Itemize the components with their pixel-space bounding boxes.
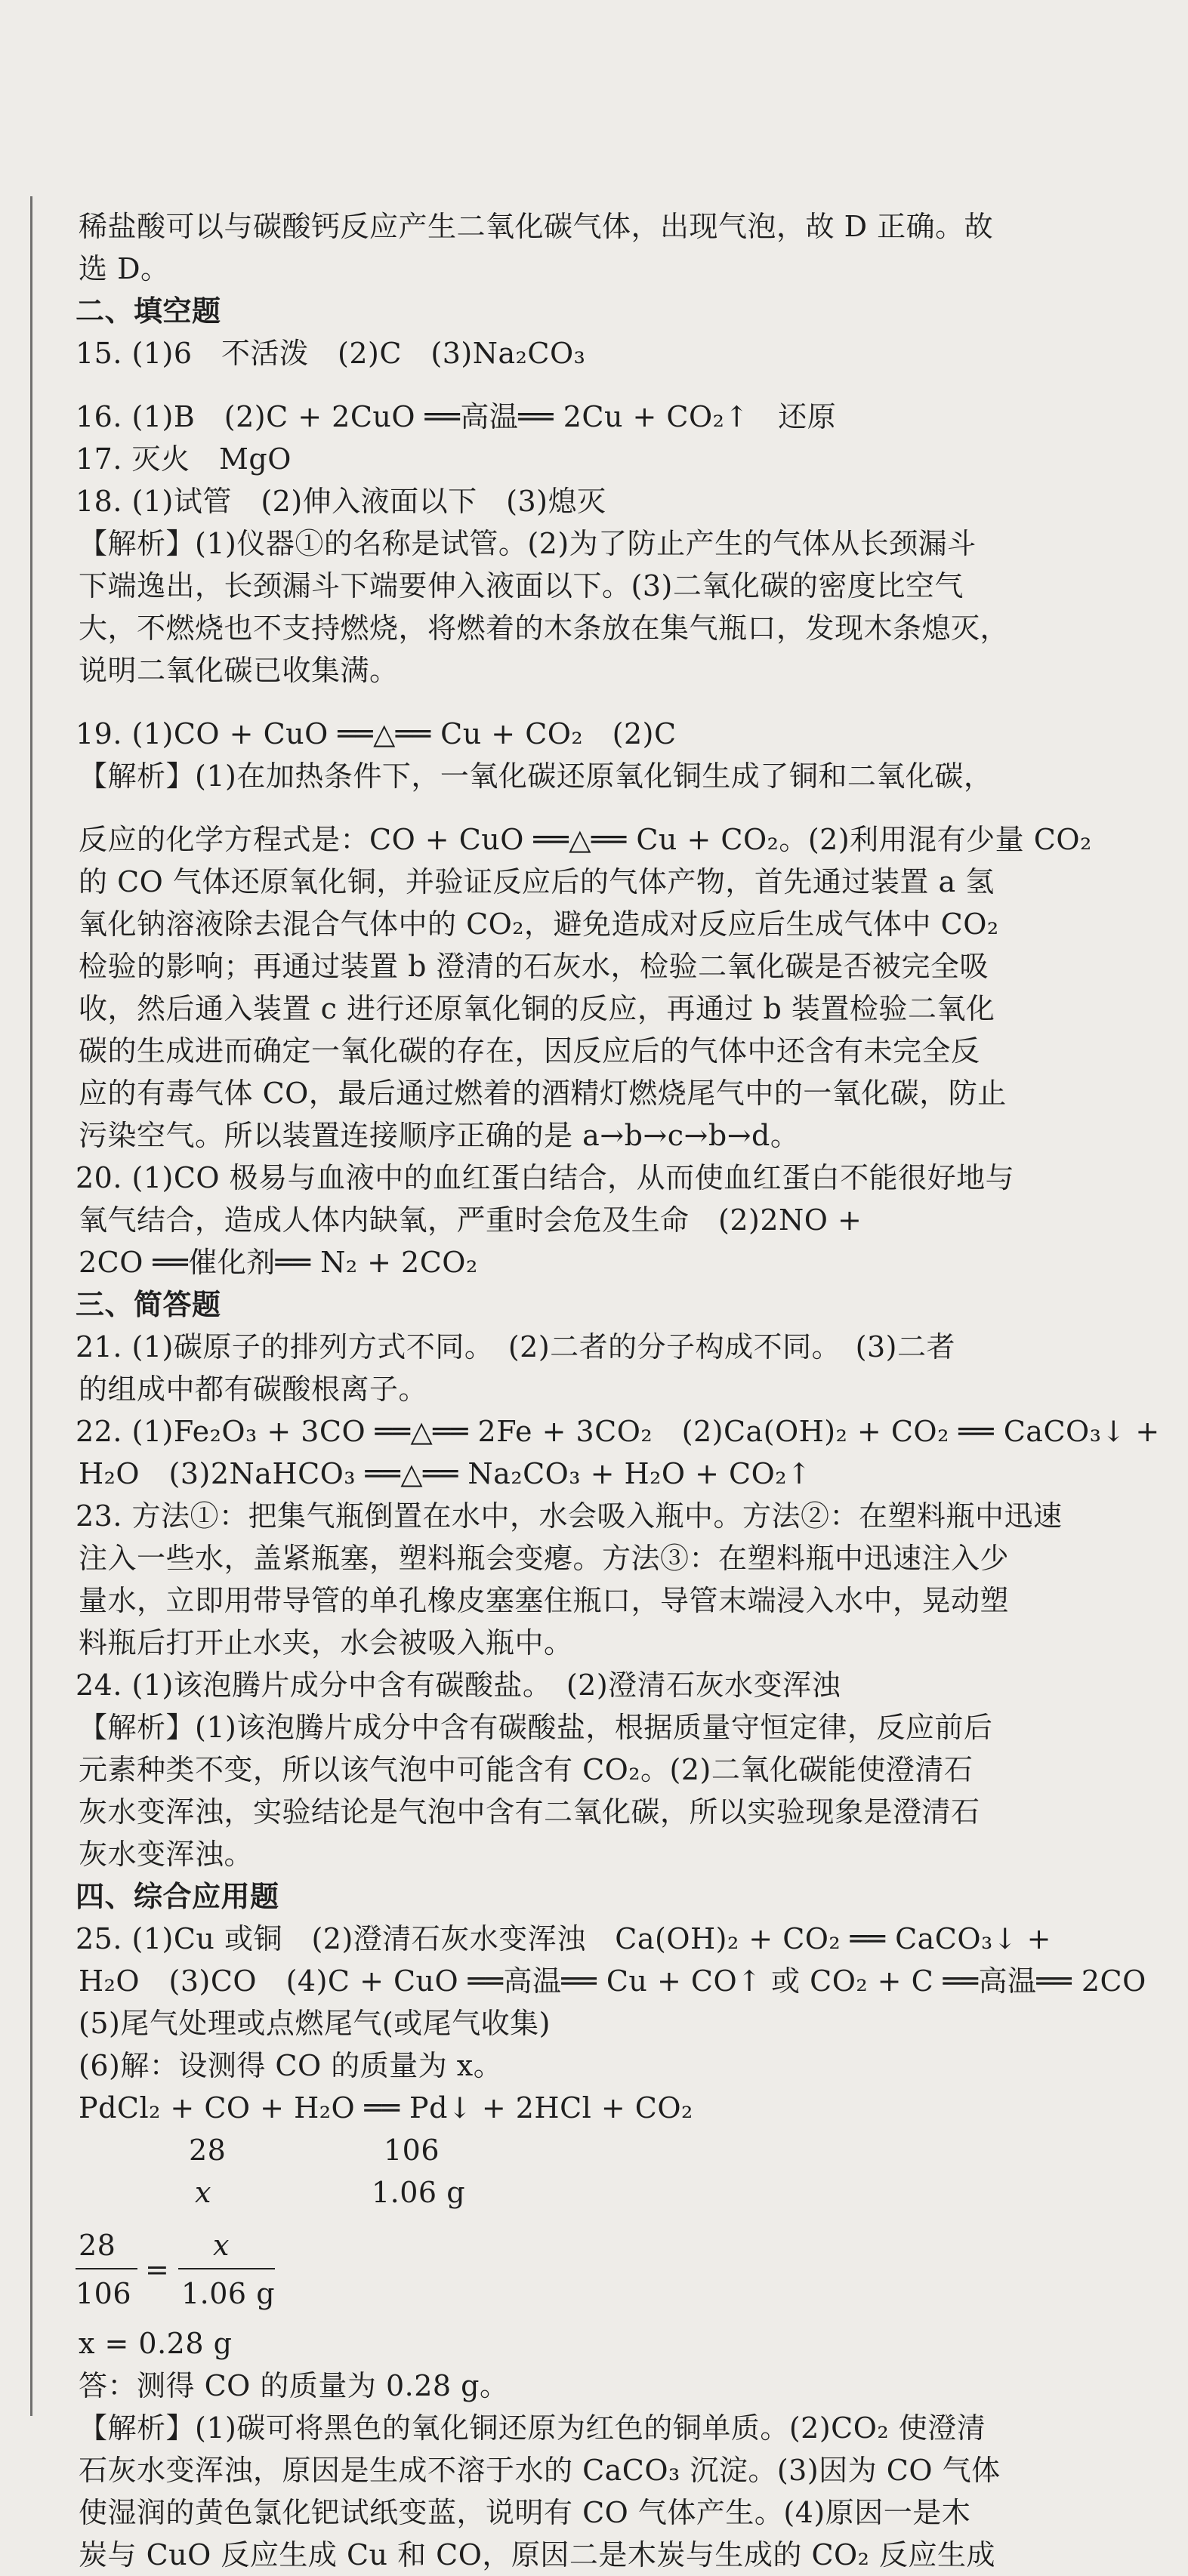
analysis-25-line: 石灰水变浑浊，原因是生成不溶于水的 CaCO₃ 沉淀。(3)因为 CO 气体 [79, 2454, 1001, 2487]
answer-22-cont: H₂O (3)2NaHCO₃ ══△══ Na₂CO₃ + H₂O + CO₂↑ [79, 1457, 812, 1490]
mass-pd: 1.06 g [372, 2176, 466, 2209]
analysis-19-line: 收，然后通入装置 c 进行还原氧化铜的反应，再通过 b 装置检验二氧化 [79, 992, 995, 1025]
answer-20: 20. (1)CO 极易与血液中的血红蛋白结合，从而使血红蛋白不能很好地与 [76, 1161, 1015, 1194]
proportion-equation [76, 2224, 1129, 2322]
analysis-24-line: 【解析】(1)该泡腾片成分中含有碳酸盐，根据质量守恒定律，反应前后 [79, 1711, 993, 1744]
analysis-25-line: 使湿润的黄色氯化钯试纸变蓝，说明有 CO 气体产生。(4)原因一是木 [79, 2496, 971, 2529]
answer-21: 21. (1)碳原子的排列方式不同。 (2)二者的分子构成不同。 (3)二者 [76, 1330, 955, 1363]
fraction-denominator-left: 106 [76, 2277, 132, 2310]
answer-19: 19. (1)CO + CuO ══△══ Cu + CO₂ (2)C [76, 717, 677, 750]
analysis-19-line: 的 CO 气体还原氧化铜，并验证反应后的气体产物，首先通过装置 a 氢 [79, 865, 995, 898]
answer-25-cont: H₂O (3)CO (4)C + CuO ══高温══ Cu + CO↑ 或 CO₂ + C ══高温══ 2CO [79, 1964, 1146, 1998]
answer-24: 24. (1)该泡腾片成分中含有碳酸盐。 (2)澄清石灰水变浑浊 [76, 1669, 841, 1702]
analysis-24-line: 灰水变浑浊。 [79, 1838, 254, 1871]
answer-15: 15. (1)6 不活泼 (2)C (3)Na₂CO₃ [76, 337, 586, 370]
section-heading-fill-blank: 二、填空题 [76, 294, 221, 328]
answer-23: 23. 方法①：把集气瓶倒置在水中，水会吸入瓶中。方法②：在塑料瓶中迅速 [76, 1499, 1063, 1533]
analysis-18-line: 下端逸出，长颈漏斗下端要伸入液面以下。(3)二氧化碳的密度比空气 [79, 569, 964, 602]
molar-mass-pd: 106 [384, 2134, 440, 2167]
answer-23-cont: 料瓶后打开止水夹，水会被吸入瓶中。 [79, 1626, 573, 1659]
answer-20-cont: 氧气结合，造成人体内缺氧，严重时会危及生命 (2)2NO + [79, 1203, 862, 1237]
answer-25-cont: (6)解：设测得 CO 的质量为 x。 [79, 2049, 503, 2082]
mass-x: x [195, 2176, 211, 2209]
answer-23-cont: 量水，立即用带导管的单孔橡皮塞塞住瓶口，导管末端浸入水中，晃动塑 [79, 1584, 1010, 1617]
answer-17: 17. 灭火 MgO [76, 442, 292, 476]
equals-sign: = [145, 2253, 170, 2286]
analysis-25-line: 【解析】(1)碳可将黑色的氧化铜还原为红色的铜单质。(2)CO₂ 使澄清 [79, 2411, 986, 2445]
analysis-19-line: 应的有毒气体 CO，最后通过燃着的酒精灯燃烧尾气中的一氧化碳，防止 [79, 1077, 1007, 1110]
analysis-19-line: 氧化钠溶液除去混合气体中的 CO₂，避免造成对反应后生成气体中 CO₂ [79, 907, 999, 941]
fraction-numerator-right: x [213, 2229, 230, 2262]
analysis-18-line: 大，不燃烧也不支持燃烧，将燃着的木条放在集气瓶口，发现木条熄灭， [79, 612, 1010, 645]
answer-statement: 答：测得 CO 的质量为 0.28 g。 [79, 2369, 509, 2402]
analysis-19-line: 反应的化学方程式是：CO + CuO ══△══ Cu + CO₂。(2)利用混有少量 CO₂ [79, 823, 1092, 856]
answer-25: 25. (1)Cu 或铜 (2)澄清石灰水变浑浊 Ca(OH)₂ + CO₂ ══ CaCO₃↓ + [76, 1922, 1052, 1955]
equation-line: PdCl₂ + CO + H₂O ══ Pd↓ + 2HCl + CO₂ [79, 2091, 693, 2125]
analysis-24-line: 元素种类不变，所以该气泡中可能含有 CO₂。(2)二氧化碳能使澄清石 [79, 1753, 974, 1786]
text-line: 稀盐酸可以与碳酸钙反应产生二氧化碳气体，出现气泡，故 D 正确。故 [79, 210, 994, 243]
fraction-numerator-left: 28 [79, 2229, 116, 2262]
answer-18: 18. (1)试管 (2)伸入液面以下 (3)熄灭 [76, 485, 606, 518]
mass-row [76, 2171, 1129, 2214]
fraction-bar-left [76, 2268, 137, 2269]
molar-mass-co: 28 [189, 2134, 227, 2167]
analysis-19-line: 【解析】(1)在加热条件下，一氧化碳还原氧化铜生成了铜和二氧化碳， [79, 760, 993, 793]
analysis-19-line: 污染空气。所以装置连接顺序正确的是 a→b→c→b→d。 [79, 1119, 800, 1152]
analysis-18-line: 说明二氧化碳已收集满。 [79, 654, 399, 687]
analysis-18-line: 【解析】(1)仪器①的名称是试管。(2)为了防止产生的气体从长颈漏斗 [79, 527, 977, 560]
answer-25-cont: (5)尾气处理或点燃尾气(或尾气收集) [79, 2007, 551, 2040]
text-line: 选 D。 [79, 252, 170, 285]
binding-margin-line [30, 196, 32, 2416]
molar-mass-row [76, 2129, 1129, 2171]
analysis-19-line: 检验的影响；再通过装置 b 澄清的石灰水，检验二氧化碳是否被完全吸 [79, 950, 989, 983]
section-heading-comprehensive: 四、综合应用题 [76, 1880, 279, 1913]
analysis-25-line: 炭与 CuO 反应生成 Cu 和 CO，原因二是木炭与生成的 CO₂ 反应生成 [79, 2538, 995, 2571]
answer-20-cont: 2CO ══催化剂══ N₂ + 2CO₂ [79, 1246, 478, 1279]
answer-21-cont: 的组成中都有碳酸根离子。 [79, 1373, 428, 1406]
section-heading-short-answer: 三、简答题 [76, 1288, 221, 1321]
fraction-denominator-right: 1.06 g [181, 2277, 276, 2310]
answer-23-cont: 注入一些水，盖紧瓶塞，塑料瓶会变瘪。方法③：在塑料瓶中迅速注入少 [79, 1542, 1010, 1575]
result-line: x = 0.28 g [79, 2327, 233, 2360]
answer-22: 22. (1)Fe₂O₃ + 3CO ══△══ 2Fe + 3CO₂ (2)Ca(OH)₂ + CO₂ ══ CaCO₃↓ + [76, 1415, 1160, 1448]
answer-content [76, 205, 1160, 2576]
analysis-24-line: 灰水变浑浊，实验结论是气泡中含有二氧化碳，所以实验现象是澄清石 [79, 1795, 980, 1829]
answer-16: 16. (1)B (2)C + 2CuO ══高温══ 2Cu + CO₂↑ 还原 [76, 400, 837, 433]
fraction-bar-right [178, 2268, 275, 2269]
analysis-19-line: 碳的生成进而确定一氧化碳的存在，因反应后的气体中还含有未完全反 [79, 1034, 980, 1068]
